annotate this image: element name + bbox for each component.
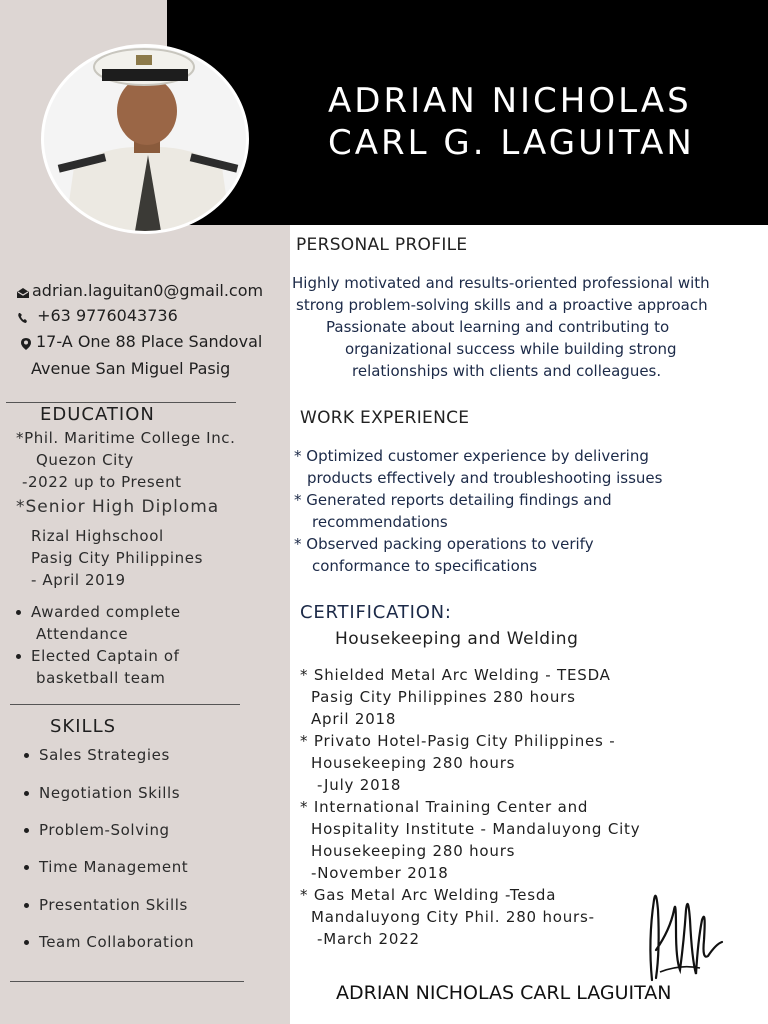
college-line: Quezon City <box>36 451 134 469</box>
highschool-line: - April 2019 <box>31 571 126 589</box>
college-line: *Phil. Maritime College Inc. <box>16 429 236 447</box>
senior-high-heading: *Senior High Diploma <box>16 497 220 517</box>
skill-item: Problem-Solving <box>24 819 170 841</box>
certification-heading: CERTIFICATION: <box>300 602 452 623</box>
skill-item: Sales Strategies <box>24 744 170 766</box>
skill-item: Time Management <box>24 856 188 878</box>
award-item-continued: Attendance <box>36 625 129 643</box>
signature-icon <box>640 880 730 990</box>
bullet-icon <box>24 865 29 870</box>
bullet-icon <box>24 753 29 758</box>
bullet-icon <box>16 654 21 659</box>
contact-phone-row <box>16 306 178 325</box>
divider <box>6 402 236 403</box>
name-line-1: ADRIAN NICHOLAS <box>328 81 692 121</box>
award-item: Awarded complete <box>16 601 181 623</box>
work-line: products effectively and troubleshooting issues <box>307 469 663 487</box>
full-name-title <box>328 80 758 164</box>
profile-line: Passionate about learning and contributing to <box>326 318 670 336</box>
profile-line: strong problem-solving skills and a proactive approach <box>296 296 708 314</box>
profile-line: Highly motivated and results-oriented professional with <box>292 274 710 292</box>
cert-line: -March 2022 <box>317 930 420 948</box>
cert-line: Housekeeping 280 hours <box>311 754 516 772</box>
highschool-line: Rizal Highschool <box>31 527 164 545</box>
work-line: * Observed packing operations to verify <box>294 535 594 553</box>
divider <box>10 981 244 982</box>
cert-line: April 2018 <box>311 710 397 728</box>
work-line: recommendations <box>312 513 448 531</box>
certification-subheading: Housekeeping and Welding <box>335 629 579 649</box>
phone-icon <box>16 310 30 324</box>
cert-line: Hospitality Institute - Mandaluyong City <box>311 820 641 838</box>
name-line-2: CARL G. LAGUITAN <box>328 123 695 163</box>
award-item: Elected Captain of <box>16 645 179 667</box>
cert-line: -November 2018 <box>311 864 449 882</box>
contact-address-line-2: Avenue San Miguel Pasig <box>31 359 231 378</box>
work-line: * Optimized customer experience by delivering <box>294 447 649 465</box>
contact-address-line-1: 17-A One 88 Place Sandoval <box>36 332 263 351</box>
skill-item: Negotiation Skills <box>24 782 180 804</box>
cert-line: * Privato Hotel-Pasig City Philippines - <box>300 732 616 750</box>
footer-name: ADRIAN NICHOLAS CARL LAGUITAN <box>336 982 672 1004</box>
cert-line: Housekeeping 280 hours <box>311 842 516 860</box>
bullet-icon <box>24 940 29 945</box>
skill-item: Team Collaboration <box>24 931 194 953</box>
cert-line: * Gas Metal Arc Welding -Tesda <box>300 886 557 904</box>
highschool-line: Pasig City Philippines <box>31 549 204 567</box>
location-pin-icon <box>20 336 34 350</box>
skills-heading: SKILLS <box>50 716 117 737</box>
bullet-icon <box>24 903 29 908</box>
profile-photo <box>41 44 249 234</box>
profile-line: relationships with clients and colleagues. <box>352 362 662 380</box>
work-line: conformance to specifications <box>312 557 538 575</box>
skill-item: Presentation Skills <box>24 894 188 916</box>
contact-phone[interactable]: +63 9776043736 <box>37 306 178 325</box>
bullet-icon <box>24 828 29 833</box>
cert-line: * Shielded Metal Arc Welding - TESDA <box>300 666 611 684</box>
cert-line: Mandaluyong City Phil. 280 hours- <box>311 908 595 926</box>
work-line: * Generated reports detailing findings and <box>294 491 612 509</box>
bullet-icon <box>16 610 21 615</box>
profile-heading: PERSONAL PROFILE <box>296 235 468 255</box>
award-item-continued: basketball team <box>36 669 166 687</box>
profile-line: organizational success while building strong <box>345 340 677 358</box>
education-heading: EDUCATION <box>40 404 155 425</box>
divider <box>10 704 240 705</box>
cert-line: -July 2018 <box>317 776 402 794</box>
cert-line: * International Training Center and <box>300 798 589 816</box>
contact-address-row <box>20 332 262 351</box>
work-heading: WORK EXPERIENCE <box>300 408 470 428</box>
person-photo-icon <box>44 47 249 234</box>
contact-email[interactable]: adrian.laguitan0@gmail.com <box>32 281 264 300</box>
cert-line: Pasig City Philippines 280 hours <box>311 688 576 706</box>
envelope-icon <box>16 285 30 299</box>
contact-email-row <box>16 281 263 300</box>
college-line: -2022 up to Present <box>22 473 182 491</box>
bullet-icon <box>24 791 29 796</box>
